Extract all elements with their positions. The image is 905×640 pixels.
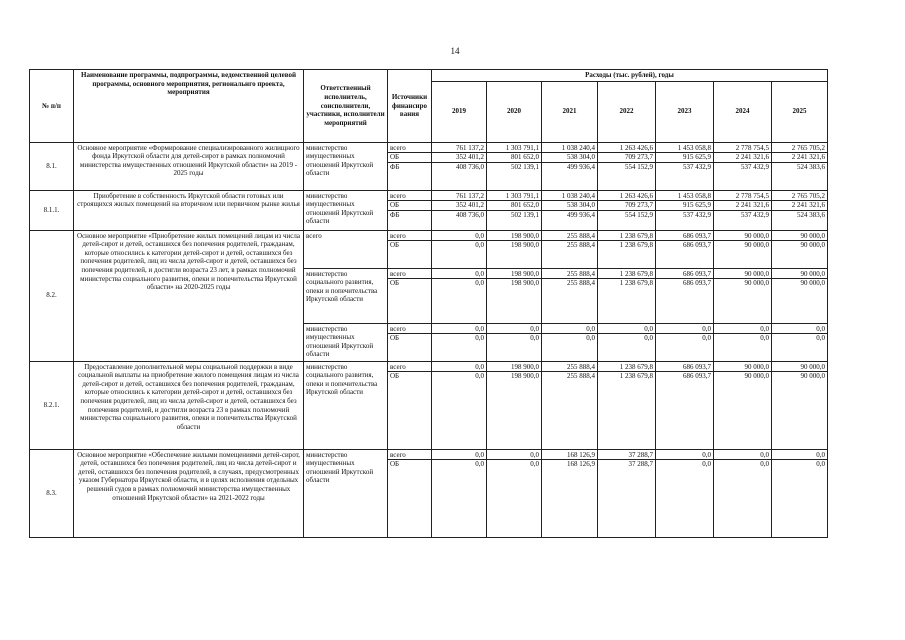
value: 90 000,0 (800, 279, 825, 288)
value: 1 238 679,8 (598, 232, 655, 242)
header-source: Источники финансиро вания (388, 70, 432, 143)
value: 2 765 705,2 (772, 144, 827, 154)
value: 502 139,1 (511, 162, 539, 171)
row-executor: министерство имущественных отношений Иркутской области (304, 190, 388, 230)
value: 37 288,7 (598, 451, 655, 461)
value-cell (598, 268, 656, 323)
table-row (30, 361, 828, 449)
value: 915 625,9 (656, 201, 713, 211)
source-cell (388, 361, 432, 449)
value: 686 093,7 (683, 241, 711, 250)
value-cell (714, 230, 772, 268)
source-label: ОБ (390, 241, 400, 250)
value: 90 000,0 (800, 372, 825, 381)
value: 686 093,7 (656, 363, 713, 373)
value: 0,0 (656, 325, 713, 335)
value: 168 126,9 (567, 460, 595, 469)
value: 198 900,0 (511, 372, 539, 381)
value: 1 453 058,8 (656, 192, 713, 202)
row-executor: министерство социального развития, опеки и попечительства Иркутской области (304, 268, 388, 323)
value: 1 038 240,4 (542, 144, 597, 154)
year-header: 2023 (656, 81, 714, 142)
year-header: 2020 (487, 81, 542, 142)
value: 198 900,0 (487, 270, 541, 280)
header-name: Наименование программы, подпрограммы, ведомственной целевой программы, основного мероприятия, региональнго проекта, мероприятия (74, 70, 304, 143)
source-label: ОБ (390, 460, 400, 469)
value: 0,0 (714, 325, 771, 335)
value: 255 888,4 (542, 363, 597, 373)
value: 524 383,6 (797, 162, 825, 171)
header-num: № п/п (30, 70, 74, 143)
value: 524 383,6 (797, 210, 825, 219)
value: 2 241 321,6 (772, 201, 827, 211)
row-number: 8.3. (30, 449, 74, 537)
year-header: 2022 (598, 81, 656, 142)
source-label: всего (388, 325, 431, 335)
value: 0,0 (542, 325, 597, 335)
value: 1 238 679,8 (619, 241, 653, 250)
value: 0,0 (487, 325, 541, 335)
value: 90 000,0 (744, 372, 769, 381)
value: 801 652,0 (487, 201, 541, 211)
value: 0,0 (432, 232, 486, 242)
value: 538 304,0 (542, 153, 597, 163)
value-cell (432, 361, 487, 449)
value-cell (542, 190, 598, 230)
value: 0,0 (432, 363, 486, 373)
source-cell (388, 230, 432, 268)
value-cell (432, 190, 487, 230)
value: 0,0 (760, 334, 769, 343)
table-row (30, 142, 828, 190)
value: 761 137,2 (432, 144, 486, 154)
value: 0,0 (714, 451, 771, 461)
value: 1 238 679,8 (619, 372, 653, 381)
value: 2 778 754,5 (714, 144, 771, 154)
value: 0,0 (475, 241, 484, 250)
row-executor: министерство имущественных отношений Иркутской области (304, 323, 388, 361)
value: 90 000,0 (772, 232, 827, 242)
value: 537 432,9 (741, 210, 769, 219)
value: 0,0 (432, 270, 486, 280)
value-cell (656, 449, 714, 537)
value: 90 000,0 (800, 241, 825, 250)
value: 1 453 058,8 (656, 144, 713, 154)
value: 1 263 426,6 (598, 192, 655, 202)
value: 1 038 240,4 (542, 192, 597, 202)
value: 1 238 679,8 (598, 270, 655, 280)
value: 0,0 (487, 451, 541, 461)
source-cell (388, 449, 432, 537)
value: 408 736,0 (456, 162, 484, 171)
source-label: всего (388, 192, 431, 202)
value: 198 900,0 (487, 363, 541, 373)
value-cell (487, 449, 542, 537)
value: 2 778 754,5 (714, 192, 771, 202)
table-row (30, 230, 828, 268)
value-cell (487, 190, 542, 230)
value: 0,0 (760, 460, 769, 469)
row-executor: министерство социального развития, опеки и попечительства Иркутской области (304, 361, 388, 449)
value: 801 652,0 (487, 153, 541, 163)
source-cell (388, 268, 432, 323)
value-cell (656, 230, 714, 268)
value-cell (598, 361, 656, 449)
value: 352 401,2 (432, 153, 486, 163)
value-cell (542, 230, 598, 268)
source-label: ОБ (388, 153, 431, 163)
value-cell (772, 449, 828, 537)
value: 686 093,7 (656, 232, 713, 242)
page-number: 14 (450, 46, 460, 56)
value-cell (772, 142, 828, 190)
value: 537 432,9 (683, 162, 711, 171)
value-cell (656, 268, 714, 323)
source-label: ФБ (390, 162, 400, 171)
value: 0,0 (772, 325, 827, 335)
value-cell (487, 268, 542, 323)
row-name: Предоставление дополнительной меры социальной поддержки в виде социальной выплаты на приобретение жилого помещения лицам из числа детей-сирот и детей, оставшихся без попечения родителей, гражданам, которые относились к категории детей-сирот и детей, оставшихся без попечения родителей, лиц из числа детей-сирот и детей, оставшихся без попечения родителей, и достигли возраста 23 в рамках полномочий министерства социального развития, опеки и попечительства Иркутской области (74, 361, 304, 449)
value-cell (656, 190, 714, 230)
value-cell (772, 230, 828, 268)
value: 1 238 679,8 (619, 279, 653, 288)
value-cell (772, 361, 828, 449)
source-label: ФБ (390, 210, 400, 219)
value: 255 888,4 (567, 241, 595, 250)
value: 537 432,9 (683, 210, 711, 219)
value-cell (714, 361, 772, 449)
value: 37 288,7 (628, 460, 653, 469)
source-label: всего (388, 451, 431, 461)
table-row (30, 449, 828, 537)
value: 255 888,4 (567, 279, 595, 288)
value-cell (542, 142, 598, 190)
value: 0,0 (530, 460, 539, 469)
source-label: всего (388, 144, 431, 154)
value-cell (598, 142, 656, 190)
value: 2 241 321,6 (772, 153, 827, 163)
year-header: 2025 (772, 81, 828, 142)
row-number: 8.1. (30, 142, 74, 190)
value: 90 000,0 (714, 270, 771, 280)
value: 90 000,0 (714, 363, 771, 373)
header-executor: Ответственный исполнитель, соисполнители, участники, исполнители мероприятий (304, 70, 388, 143)
value-cell (598, 230, 656, 268)
value: 0,0 (816, 334, 825, 343)
value: 686 093,7 (683, 372, 711, 381)
value: 686 093,7 (683, 279, 711, 288)
value-cell (542, 323, 598, 361)
row-name: Основное мероприятие «Обеспечение жилыми помещениями детей-сирот, детей, оставшихся без попечения родителей, лиц из числа детей-сирот и детей, оставшихся без попечения родителей, в случаях, предусмотренных указом Губернатора Иркутской области, и в целях исполнения отдельных решений судов в рамках полномочий министерства имущественных отношений Иркутской области» на 2021-2022 годы (74, 449, 304, 537)
value-cell (487, 142, 542, 190)
value: 499 936,4 (567, 162, 595, 171)
value: 554 152,9 (625, 162, 653, 171)
value-cell (542, 361, 598, 449)
row-executor: министерство имущественных отношений Иркутской области (304, 449, 388, 537)
value-cell (432, 142, 487, 190)
value-cell (772, 190, 828, 230)
value: 0,0 (586, 334, 595, 343)
value: 90 000,0 (744, 279, 769, 288)
value: 0,0 (644, 334, 653, 343)
value: 554 152,9 (625, 210, 653, 219)
source-label: всего (388, 363, 431, 373)
value: 0,0 (530, 334, 539, 343)
source-label: ОБ (390, 334, 400, 343)
value-cell (487, 230, 542, 268)
value: 198 900,0 (487, 232, 541, 242)
source-label: ОБ (390, 279, 400, 288)
table-row (30, 190, 828, 230)
value: 0,0 (475, 372, 484, 381)
value: 499 936,4 (567, 210, 595, 219)
year-header: 2024 (714, 81, 772, 142)
source-cell (388, 323, 432, 361)
value-cell (714, 323, 772, 361)
value: 2 241 321,6 (714, 153, 771, 163)
value-cell (542, 449, 598, 537)
value: 2 765 705,2 (772, 192, 827, 202)
value: 0,0 (772, 451, 827, 461)
row-number: 8.2.1. (30, 361, 74, 449)
year-header: 2019 (432, 81, 487, 142)
row-name: Основное мероприятие «Формирование специализированного жилищного фонда Иркутской области для детей-сирот в рамках полномочий министерства имущественных отношений Иркутской области» на 2019 - 2025 годы (74, 142, 304, 190)
value: 255 888,4 (542, 232, 597, 242)
value: 168 126,9 (542, 451, 597, 461)
value: 1 263 426,6 (598, 144, 655, 154)
value: 408 736,0 (456, 210, 484, 219)
value: 0,0 (475, 279, 484, 288)
row-name: Основное мероприятие «Приобретение жилых помещений лицам из числа детей-сирот и детей, оставшихся без попечения родителей, гражданам, которые относились к категории детей-сирот и детей, оставшихся без попечения родителей, лиц из числа детей-сирот и детей, оставшихся без попечения родителей, и достигли возраста 23 лет, в рамках полномочий министерства социального развития, опеки и попечительства Иркутской области» на 2020-2025 годы (74, 230, 304, 361)
row-number: 8.2. (30, 230, 74, 361)
value: 90 000,0 (772, 270, 827, 280)
value: 0,0 (656, 451, 713, 461)
value: 198 900,0 (511, 241, 539, 250)
value: 538 304,0 (542, 201, 597, 211)
value-cell (432, 449, 487, 537)
value: 502 139,1 (511, 210, 539, 219)
value: 255 888,4 (542, 270, 597, 280)
expenses-table (29, 69, 828, 538)
value: 0,0 (475, 334, 484, 343)
value: 0,0 (432, 451, 486, 461)
value-cell (772, 268, 828, 323)
header-expenses: Расходы (тыс. рублей), годы (432, 70, 828, 82)
value: 709 273,7 (598, 153, 655, 163)
row-executor: министерство имущественных отношений Иркутской области (304, 142, 388, 190)
value-cell (656, 323, 714, 361)
value: 2 241 321,6 (714, 201, 771, 211)
value-cell (432, 268, 487, 323)
value: 915 625,9 (656, 153, 713, 163)
value: 686 093,7 (656, 270, 713, 280)
source-cell (388, 190, 432, 230)
source-label: всего (388, 270, 431, 280)
value: 1 303 791,1 (487, 192, 541, 202)
value: 0,0 (702, 460, 711, 469)
value: 1 303 791,1 (487, 144, 541, 154)
value-cell (598, 190, 656, 230)
value-cell (432, 230, 487, 268)
value-cell (487, 361, 542, 449)
value: 90 000,0 (714, 232, 771, 242)
value: 0,0 (475, 460, 484, 469)
value-cell (598, 449, 656, 537)
row-number: 8.1.1. (30, 190, 74, 230)
year-header: 2021 (542, 81, 598, 142)
value-cell (714, 268, 772, 323)
value: 90 000,0 (744, 241, 769, 250)
value: 709 273,7 (598, 201, 655, 211)
value-cell (714, 142, 772, 190)
value-cell (432, 323, 487, 361)
value: 198 900,0 (511, 279, 539, 288)
value-cell (487, 323, 542, 361)
value-cell (656, 361, 714, 449)
value: 0,0 (702, 334, 711, 343)
value: 0,0 (598, 325, 655, 335)
value-cell (598, 323, 656, 361)
value: 90 000,0 (772, 363, 827, 373)
value: 761 137,2 (432, 192, 486, 202)
value: 1 238 679,8 (598, 363, 655, 373)
value-cell (772, 323, 828, 361)
value-cell (714, 449, 772, 537)
source-label: всего (388, 232, 431, 242)
value: 537 432,9 (741, 162, 769, 171)
source-cell (388, 142, 432, 190)
value: 255 888,4 (567, 372, 595, 381)
value: 0,0 (432, 325, 486, 335)
value-cell (542, 268, 598, 323)
source-label: ОБ (388, 201, 431, 211)
value: 0,0 (816, 460, 825, 469)
source-label: ОБ (390, 372, 400, 381)
value-cell (656, 142, 714, 190)
row-executor: всего (304, 230, 388, 268)
value: 352 401,2 (432, 201, 486, 211)
row-name: Приобретение в собственность Иркутской области готовых или строящихся жилых помещений на вторичном или первичном рынке жилья (74, 190, 304, 230)
value-cell (714, 190, 772, 230)
